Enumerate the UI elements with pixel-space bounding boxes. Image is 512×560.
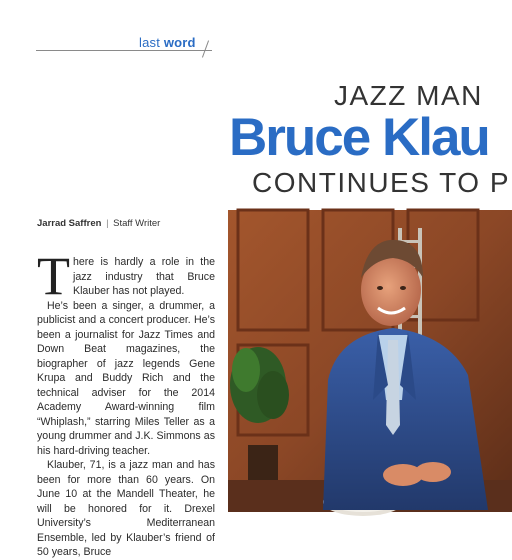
headline-kicker: JAZZ MAN — [334, 80, 483, 111]
drop-cap: T — [37, 246, 70, 306]
article-paragraph-1-text: here is hardly a role in the jazz industry that Bruce Klauber has not played. — [73, 256, 215, 297]
portrait-photo-icon — [228, 210, 512, 512]
article-paragraph: He’s been a singer, a drummer, a publicist and a concert producer. He’s been a journalist for Jazz Times and Down Beat magazines, the biographer of jazz legends Gene Krupa and Buddy Rich and the technical adviser for the 2014 Academy Award-winning film “Whiplash,” starring Miles Teller as a young drummer and J.K. Simmons as his hard-driving teacher. — [37, 299, 215, 457]
section-label-light: last — [139, 35, 164, 50]
byline — [37, 218, 160, 229]
section-label — [139, 35, 196, 50]
headline-name: Bruce Klau — [229, 108, 489, 167]
section-slash — [202, 40, 209, 57]
headline-subhead: CONTINUES TO P — [252, 167, 511, 198]
portrait-photo — [228, 210, 512, 512]
article-paragraph: Klauber, 71, is a jazz man and has been for more than 60 years. On June 10 at the Mandell Theater, he will be honored for it. Drexel University’s Mediterranean Ensemble, led by Klauber’s friend of 50 years, Bruce — [37, 459, 215, 558]
section-label-bold: word — [163, 35, 196, 50]
byline-author: Jarrad Saffren — [37, 218, 102, 229]
byline-separator: | — [106, 218, 109, 229]
article-body — [37, 246, 215, 560]
byline-role: Staff Writer — [113, 218, 161, 229]
section-rule — [36, 50, 212, 51]
article-paragraph — [37, 246, 215, 306]
